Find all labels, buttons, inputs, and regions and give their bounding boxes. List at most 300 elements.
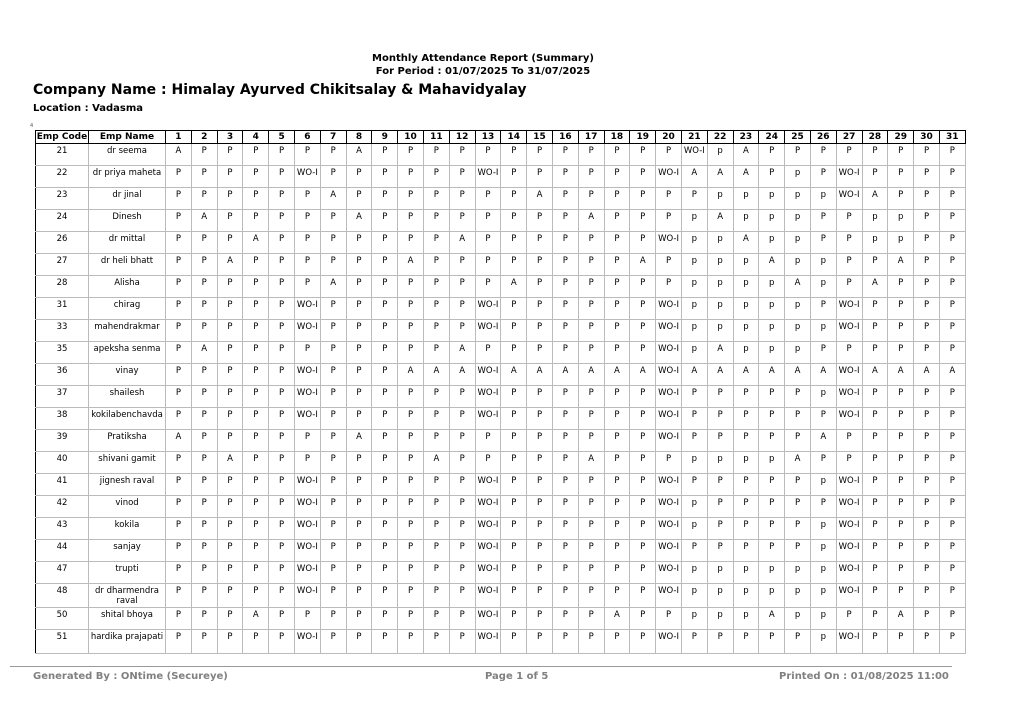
day-status-cell: P	[166, 452, 192, 474]
day-status-cell: P	[320, 408, 346, 430]
day-status-cell: P	[578, 474, 604, 496]
day-status-cell: p	[733, 188, 759, 210]
day-status-cell: P	[914, 276, 940, 298]
day-status-cell: A	[449, 364, 475, 386]
day-status-cell: P	[862, 254, 888, 276]
day-status-cell: WO-I	[656, 474, 682, 496]
day-status-cell: P	[423, 276, 449, 298]
day-status-cell: P	[320, 320, 346, 342]
day-status-cell: P	[759, 630, 785, 654]
day-status-cell: p	[733, 210, 759, 232]
day-status-cell: P	[449, 496, 475, 518]
day-status-cell: P	[269, 496, 295, 518]
day-status-cell: P	[578, 608, 604, 630]
day-status-cell: P	[449, 166, 475, 188]
day-status-cell: P	[939, 608, 965, 630]
day-status-cell: P	[372, 386, 398, 408]
day-status-cell: P	[604, 408, 630, 430]
day-status-cell: P	[604, 474, 630, 496]
day-status-cell: P	[449, 474, 475, 496]
emp-name-cell: vinod	[89, 496, 166, 518]
emp-name-cell: shailesh	[89, 386, 166, 408]
header-day: 9	[372, 131, 398, 144]
day-status-cell: p	[733, 584, 759, 608]
day-status-cell: P	[888, 474, 914, 496]
emp-code-cell: 41	[36, 474, 89, 496]
day-status-cell: p	[810, 188, 836, 210]
day-status-cell: P	[810, 452, 836, 474]
day-status-cell: A	[527, 188, 553, 210]
day-status-cell: P	[888, 386, 914, 408]
day-status-cell: A	[166, 144, 192, 166]
day-status-cell: P	[346, 188, 372, 210]
day-status-cell: P	[707, 408, 733, 430]
day-status-cell: WO-I	[836, 188, 862, 210]
day-status-cell: p	[707, 276, 733, 298]
day-status-cell: P	[914, 144, 940, 166]
day-status-cell: P	[810, 408, 836, 430]
day-status-cell: P	[914, 166, 940, 188]
day-status-cell: P	[449, 518, 475, 540]
day-status-cell: WO-I	[294, 540, 320, 562]
day-status-cell: P	[217, 408, 243, 430]
emp-name-cell: dr dharmendra raval	[89, 584, 166, 608]
day-status-cell: P	[939, 630, 965, 654]
day-status-cell: P	[630, 630, 656, 654]
header-day: 12	[449, 131, 475, 144]
header-day: 2	[191, 131, 217, 144]
day-status-cell: P	[423, 342, 449, 364]
day-status-cell: P	[423, 232, 449, 254]
day-status-cell: P	[269, 364, 295, 386]
day-status-cell: P	[759, 386, 785, 408]
day-status-cell: P	[398, 518, 424, 540]
day-status-cell: P	[423, 474, 449, 496]
day-status-cell: P	[398, 166, 424, 188]
day-status-cell: P	[862, 562, 888, 584]
header-day: 4	[243, 131, 269, 144]
day-status-cell: P	[166, 342, 192, 364]
emp-code-cell: 42	[36, 496, 89, 518]
day-status-cell: P	[914, 232, 940, 254]
day-status-cell: P	[398, 188, 424, 210]
day-status-cell: P	[939, 386, 965, 408]
day-status-cell: P	[501, 496, 527, 518]
day-status-cell: P	[243, 364, 269, 386]
day-status-cell: P	[166, 254, 192, 276]
day-status-cell: P	[372, 254, 398, 276]
day-status-cell: P	[810, 210, 836, 232]
day-status-cell: P	[862, 430, 888, 452]
emp-name-cell: dr jinal	[89, 188, 166, 210]
day-status-cell: P	[269, 540, 295, 562]
day-status-cell: WO-I	[836, 298, 862, 320]
day-status-cell: P	[604, 386, 630, 408]
day-status-cell: P	[269, 408, 295, 430]
day-status-cell: P	[398, 144, 424, 166]
day-status-cell: P	[862, 540, 888, 562]
day-status-cell: P	[939, 320, 965, 342]
day-status-cell: p	[707, 232, 733, 254]
day-status-cell: P	[862, 630, 888, 654]
day-status-cell: P	[269, 188, 295, 210]
day-status-cell: P	[630, 144, 656, 166]
day-status-cell: P	[166, 630, 192, 654]
day-status-cell: WO-I	[294, 386, 320, 408]
day-status-cell: P	[243, 584, 269, 608]
header-day: 7	[320, 131, 346, 144]
day-status-cell: P	[166, 298, 192, 320]
day-status-cell: P	[527, 540, 553, 562]
day-status-cell: P	[527, 518, 553, 540]
day-status-cell: P	[552, 518, 578, 540]
day-status-cell: P	[630, 562, 656, 584]
table-row	[36, 188, 966, 210]
day-status-cell: P	[475, 430, 501, 452]
day-status-cell: P	[475, 188, 501, 210]
day-status-cell: WO-I	[475, 320, 501, 342]
emp-code-cell: 35	[36, 342, 89, 364]
day-status-cell: p	[707, 320, 733, 342]
day-status-cell: A	[398, 254, 424, 276]
day-status-cell: P	[243, 188, 269, 210]
day-status-cell: P	[914, 496, 940, 518]
day-status-cell: P	[166, 210, 192, 232]
table-row	[36, 452, 966, 474]
day-status-cell: P	[398, 630, 424, 654]
day-status-cell: P	[939, 452, 965, 474]
header-day: 26	[810, 131, 836, 144]
day-status-cell: P	[527, 254, 553, 276]
day-status-cell: WO-I	[294, 166, 320, 188]
day-status-cell: P	[346, 320, 372, 342]
day-status-cell: P	[527, 320, 553, 342]
day-status-cell: A	[217, 452, 243, 474]
day-status-cell: WO-I	[836, 496, 862, 518]
day-status-cell: A	[810, 364, 836, 386]
day-status-cell: P	[269, 386, 295, 408]
day-status-cell: P	[294, 232, 320, 254]
day-status-cell: P	[217, 584, 243, 608]
day-status-cell: P	[372, 298, 398, 320]
day-status-cell: P	[243, 276, 269, 298]
day-status-cell: A	[630, 254, 656, 276]
day-status-cell: P	[217, 276, 243, 298]
day-status-cell: P	[501, 298, 527, 320]
header-day: 25	[785, 131, 811, 144]
day-status-cell: P	[217, 386, 243, 408]
day-status-cell: P	[294, 452, 320, 474]
day-status-cell: A	[166, 430, 192, 452]
day-status-cell: A	[733, 364, 759, 386]
day-status-cell: WO-I	[836, 166, 862, 188]
day-status-cell: P	[785, 430, 811, 452]
day-status-cell: WO-I	[656, 430, 682, 452]
day-status-cell: P	[552, 496, 578, 518]
table-row	[36, 166, 966, 188]
day-status-cell: P	[191, 630, 217, 654]
day-status-cell: P	[372, 166, 398, 188]
day-status-cell: A	[939, 364, 965, 386]
day-status-cell: P	[372, 630, 398, 654]
day-status-cell: P	[630, 608, 656, 630]
day-status-cell: p	[681, 254, 707, 276]
day-status-cell: A	[707, 210, 733, 232]
day-status-cell: A	[733, 166, 759, 188]
day-status-cell: P	[243, 474, 269, 496]
day-status-cell: P	[346, 254, 372, 276]
day-status-cell: P	[578, 188, 604, 210]
table-row	[36, 608, 966, 630]
day-status-cell: P	[630, 474, 656, 496]
day-status-cell: P	[527, 562, 553, 584]
day-status-cell: A	[346, 210, 372, 232]
day-status-cell: p	[785, 562, 811, 584]
day-status-cell: p	[681, 342, 707, 364]
day-status-cell: P	[604, 430, 630, 452]
day-status-cell: P	[501, 144, 527, 166]
day-status-cell: P	[939, 430, 965, 452]
day-status-cell: P	[810, 342, 836, 364]
day-status-cell: P	[217, 320, 243, 342]
day-status-cell: P	[888, 276, 914, 298]
day-status-cell: A	[733, 144, 759, 166]
day-status-cell: P	[269, 232, 295, 254]
day-status-cell: p	[785, 584, 811, 608]
company-name: Company Name : Himalay Ayurved Chikitsalay & Mahavidyalay	[33, 82, 527, 98]
day-status-cell: P	[914, 540, 940, 562]
header-day: 22	[707, 131, 733, 144]
day-status-cell: P	[475, 452, 501, 474]
day-status-cell: A	[604, 608, 630, 630]
day-status-cell: P	[217, 298, 243, 320]
day-status-cell: A	[217, 254, 243, 276]
table-row	[36, 232, 966, 254]
day-status-cell: P	[604, 144, 630, 166]
day-status-cell: P	[269, 518, 295, 540]
day-status-cell: P	[810, 298, 836, 320]
day-status-cell: P	[449, 386, 475, 408]
day-status-cell: P	[578, 232, 604, 254]
day-status-cell: P	[294, 254, 320, 276]
day-status-cell: p	[785, 166, 811, 188]
emp-name-cell: apeksha senma	[89, 342, 166, 364]
day-status-cell: WO-I	[836, 562, 862, 584]
day-status-cell: P	[733, 430, 759, 452]
day-status-cell: P	[217, 562, 243, 584]
day-status-cell: WO-I	[656, 364, 682, 386]
day-status-cell: P	[630, 518, 656, 540]
day-status-cell: p	[810, 608, 836, 630]
day-status-cell: P	[939, 276, 965, 298]
day-status-cell: A	[862, 188, 888, 210]
day-status-cell: P	[630, 540, 656, 562]
day-status-cell: P	[836, 276, 862, 298]
day-status-cell: P	[346, 608, 372, 630]
day-status-cell: P	[630, 298, 656, 320]
day-status-cell: P	[914, 320, 940, 342]
day-status-cell: P	[320, 430, 346, 452]
day-status-cell: P	[423, 188, 449, 210]
day-status-cell: P	[888, 144, 914, 166]
day-status-cell: P	[604, 342, 630, 364]
day-status-cell: P	[501, 584, 527, 608]
day-status-cell: A	[707, 342, 733, 364]
day-status-cell: WO-I	[656, 540, 682, 562]
day-status-cell: P	[810, 166, 836, 188]
table-row	[36, 518, 966, 540]
day-status-cell: P	[681, 474, 707, 496]
day-status-cell: P	[501, 210, 527, 232]
day-status-cell: P	[475, 254, 501, 276]
day-status-cell: P	[372, 584, 398, 608]
day-status-cell: p	[733, 608, 759, 630]
day-status-cell: WO-I	[656, 342, 682, 364]
table-row	[36, 144, 966, 166]
day-status-cell: WO-I	[294, 364, 320, 386]
day-status-cell: P	[527, 452, 553, 474]
day-status-cell: P	[552, 562, 578, 584]
day-status-cell: P	[939, 144, 965, 166]
day-status-cell: WO-I	[475, 630, 501, 654]
day-status-cell: P	[243, 518, 269, 540]
day-status-cell: P	[578, 386, 604, 408]
day-status-cell: A	[914, 364, 940, 386]
day-status-cell: P	[527, 630, 553, 654]
header-day: 14	[501, 131, 527, 144]
day-status-cell: P	[191, 430, 217, 452]
day-status-cell: P	[707, 496, 733, 518]
day-status-cell: P	[527, 408, 553, 430]
day-status-cell: P	[423, 166, 449, 188]
day-status-cell: P	[423, 430, 449, 452]
day-status-cell: P	[423, 630, 449, 654]
day-status-cell: P	[914, 254, 940, 276]
table-row	[36, 298, 966, 320]
day-status-cell: P	[785, 540, 811, 562]
day-status-cell: P	[346, 386, 372, 408]
day-status-cell: P	[759, 518, 785, 540]
day-status-cell: p	[733, 342, 759, 364]
day-status-cell: P	[243, 562, 269, 584]
day-status-cell: P	[320, 386, 346, 408]
day-status-cell: P	[733, 474, 759, 496]
day-status-cell: P	[346, 342, 372, 364]
header-day: 24	[759, 131, 785, 144]
header-day: 20	[656, 131, 682, 144]
day-status-cell: p	[862, 232, 888, 254]
day-status-cell: P	[552, 430, 578, 452]
day-status-cell: P	[862, 452, 888, 474]
day-status-cell: P	[759, 496, 785, 518]
day-status-cell: P	[501, 562, 527, 584]
day-status-cell: P	[449, 210, 475, 232]
emp-code-cell: 27	[36, 254, 89, 276]
day-status-cell: A	[552, 364, 578, 386]
day-status-cell: P	[604, 232, 630, 254]
day-status-cell: P	[449, 320, 475, 342]
day-status-cell: P	[707, 430, 733, 452]
day-status-cell: A	[578, 452, 604, 474]
day-status-cell: P	[888, 342, 914, 364]
day-status-cell: P	[552, 232, 578, 254]
day-status-cell: P	[527, 496, 553, 518]
day-status-cell: P	[501, 518, 527, 540]
day-status-cell: P	[320, 298, 346, 320]
day-status-cell: P	[914, 608, 940, 630]
day-status-cell: P	[604, 254, 630, 276]
day-status-cell: P	[914, 188, 940, 210]
day-status-cell: P	[269, 144, 295, 166]
emp-code-cell: 33	[36, 320, 89, 342]
day-status-cell: P	[346, 298, 372, 320]
table-row	[36, 630, 966, 654]
day-status-cell: P	[423, 144, 449, 166]
day-status-cell: P	[217, 608, 243, 630]
day-status-cell: P	[604, 540, 630, 562]
day-status-cell: P	[449, 562, 475, 584]
day-status-cell: P	[759, 430, 785, 452]
day-status-cell: A	[785, 364, 811, 386]
day-status-cell: A	[862, 364, 888, 386]
day-status-cell: P	[217, 342, 243, 364]
day-status-cell: p	[810, 562, 836, 584]
day-status-cell: P	[243, 408, 269, 430]
day-status-cell: P	[604, 584, 630, 608]
emp-code-cell: 36	[36, 364, 89, 386]
day-status-cell: P	[939, 232, 965, 254]
day-status-cell: P	[475, 276, 501, 298]
day-status-cell: A	[681, 364, 707, 386]
day-status-cell: P	[578, 298, 604, 320]
day-status-cell: P	[449, 144, 475, 166]
header-day: 10	[398, 131, 424, 144]
day-status-cell: P	[449, 608, 475, 630]
emp-code-cell: 43	[36, 518, 89, 540]
day-status-cell: WO-I	[836, 408, 862, 430]
day-status-cell: P	[630, 320, 656, 342]
day-status-cell: P	[707, 386, 733, 408]
day-status-cell: p	[681, 232, 707, 254]
day-status-cell: P	[527, 386, 553, 408]
day-status-cell: A	[191, 342, 217, 364]
day-status-cell: P	[346, 452, 372, 474]
day-status-cell: P	[862, 408, 888, 430]
day-status-cell: P	[785, 408, 811, 430]
day-status-cell: P	[552, 342, 578, 364]
day-status-cell: P	[217, 210, 243, 232]
day-status-cell: p	[759, 232, 785, 254]
day-status-cell: P	[294, 608, 320, 630]
day-status-cell: P	[346, 540, 372, 562]
day-status-cell: p	[681, 518, 707, 540]
day-status-cell: P	[836, 430, 862, 452]
day-status-cell: P	[320, 144, 346, 166]
day-status-cell: P	[888, 518, 914, 540]
emp-name-cell: shivani gamit	[89, 452, 166, 474]
day-status-cell: P	[398, 562, 424, 584]
day-status-cell: P	[656, 188, 682, 210]
day-status-cell: p	[681, 320, 707, 342]
day-status-cell: P	[552, 386, 578, 408]
day-status-cell: P	[836, 342, 862, 364]
day-status-cell: P	[939, 540, 965, 562]
day-status-cell: P	[243, 452, 269, 474]
day-status-cell: P	[398, 540, 424, 562]
day-status-cell: P	[398, 386, 424, 408]
day-status-cell: P	[423, 210, 449, 232]
day-status-cell: P	[552, 474, 578, 496]
